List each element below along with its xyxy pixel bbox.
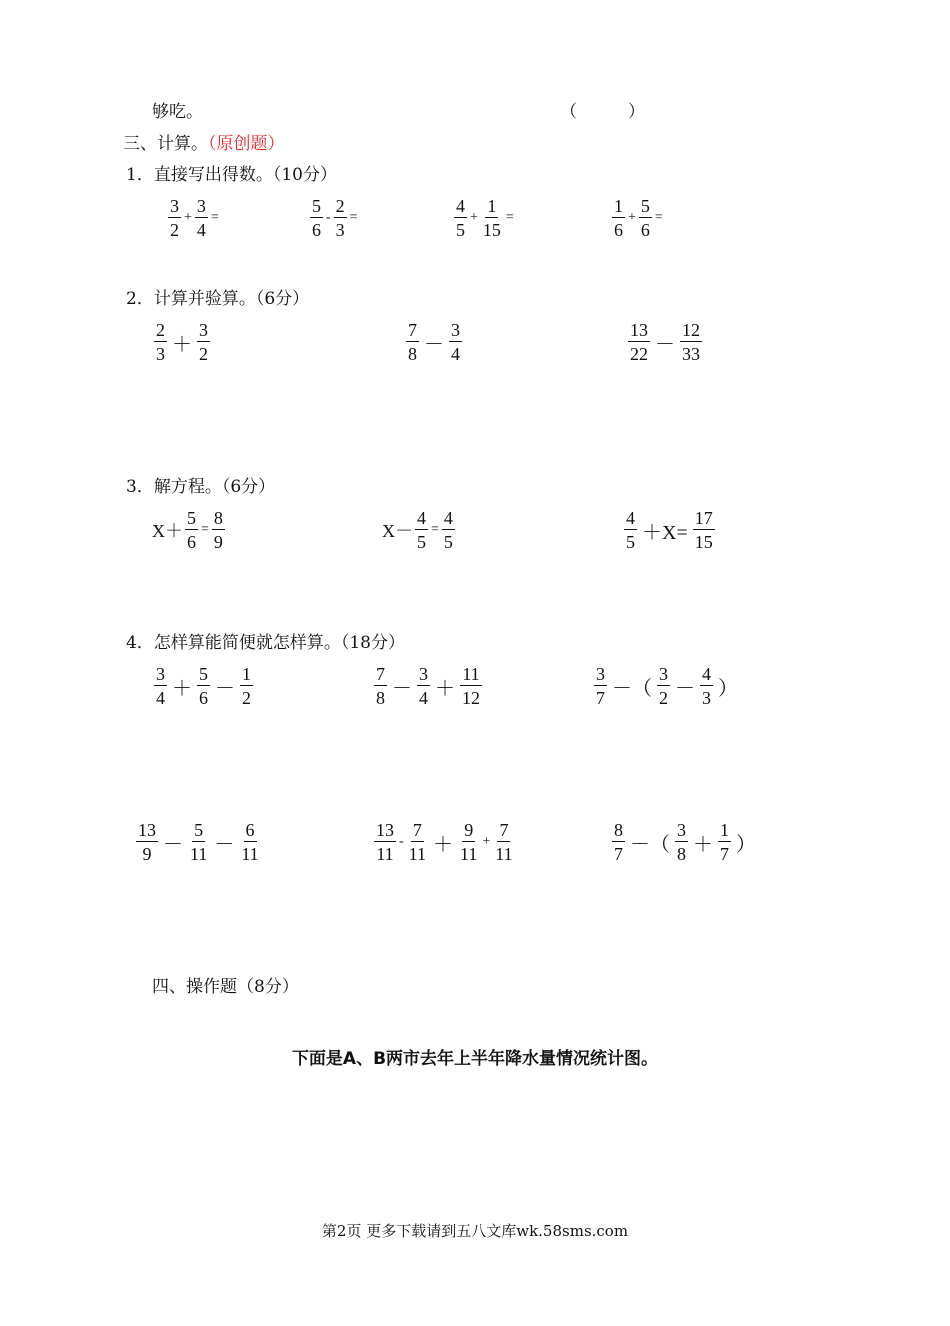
numerator: 5 [194, 820, 204, 840]
fraction [406, 321, 419, 363]
q1-item-2 [308, 197, 359, 239]
denominator: 2 [170, 220, 179, 240]
fraction [197, 665, 210, 707]
fraction [185, 509, 198, 551]
operator: + [482, 834, 491, 849]
fraction [168, 197, 181, 239]
denominator: 6 [187, 532, 196, 552]
denominator: 6 [614, 220, 623, 240]
fraction [442, 509, 455, 551]
q1-item-4 [610, 197, 664, 239]
denominator: 3 [156, 344, 165, 364]
numerator: 11 [462, 664, 480, 684]
denominator: 4 [451, 344, 460, 364]
q2-item-2 [404, 321, 464, 363]
operator: － [424, 333, 444, 356]
operator: + [184, 210, 192, 225]
operator: ＋ [172, 677, 192, 700]
numerator: 8 [614, 820, 623, 840]
operator: － [214, 833, 235, 856]
section3-heading [123, 133, 285, 155]
fraction [334, 197, 347, 239]
fraction [154, 665, 167, 707]
denominator: 22 [630, 344, 648, 364]
operator: - [399, 834, 404, 849]
numerator: 6 [245, 820, 255, 840]
denominator: 4 [156, 688, 165, 708]
expr-tail: = [505, 210, 514, 225]
fraction [374, 821, 396, 863]
numerator: 3 [451, 320, 460, 340]
q4-item-6 [610, 821, 759, 863]
expr-tail: ） [718, 677, 738, 700]
denominator: 5 [417, 532, 426, 552]
numerator: 13 [630, 320, 648, 340]
operator: － [675, 677, 695, 700]
q4-item-5 [372, 821, 517, 863]
denominator: 4 [196, 220, 206, 240]
operator: －（ [612, 677, 652, 700]
q3-item-3 [622, 509, 717, 551]
fraction [154, 321, 167, 363]
section4-heading: 四、操作题（8分） [152, 977, 299, 997]
original-problem-tag: （原创题） [208, 134, 285, 154]
q3-title: 3．解方程。（6分） [126, 477, 276, 497]
operator: = [201, 522, 209, 537]
operator: － [215, 677, 235, 700]
denominator: 6 [640, 220, 650, 240]
operator: ＋ [172, 333, 192, 356]
numerator: 7 [376, 664, 385, 684]
numerator: 5 [199, 664, 208, 684]
numerator: 4 [702, 664, 711, 684]
numerator: 4 [443, 508, 453, 528]
denominator: 5 [443, 532, 453, 552]
fraction [458, 821, 479, 863]
denominator: 9 [213, 532, 223, 552]
fraction [136, 821, 158, 863]
section3-title: 三、计算。 [123, 134, 208, 154]
numerator: 3 [199, 320, 208, 340]
numerator: 3 [596, 664, 605, 684]
denominator: 6 [199, 688, 208, 708]
fraction [197, 321, 210, 363]
numerator: 1 [720, 820, 729, 840]
denominator: 8 [376, 688, 385, 708]
fraction [594, 665, 607, 707]
expr-lead: X＋ [152, 521, 183, 541]
numerator: 1 [487, 196, 497, 216]
denominator: 2 [242, 688, 251, 708]
q2-title: 2．计算并验算。（6分） [126, 289, 310, 309]
fraction [657, 665, 670, 707]
page-footer: 第2页 更多下载请到五八文库wk.58sms.com [321, 1222, 629, 1240]
denominator: 5 [456, 220, 465, 240]
denominator: 15 [482, 220, 501, 240]
denominator: 8 [408, 344, 417, 364]
numerator: 3 [659, 664, 668, 684]
numerator: 7 [412, 820, 422, 840]
q4-item-4 [134, 821, 263, 863]
denominator: 11 [190, 844, 208, 864]
fraction [449, 321, 462, 363]
expr-tail: ） [736, 833, 756, 856]
denominator: 11 [241, 844, 259, 864]
expr-tail: = [654, 210, 663, 225]
denominator: 6 [312, 220, 321, 240]
q2-item-1 [152, 321, 212, 363]
numerator: 5 [312, 196, 321, 216]
denominator: 11 [376, 844, 394, 864]
fraction [310, 197, 323, 239]
numerator: 3 [156, 664, 165, 684]
fraction [212, 509, 225, 551]
continued-text: 够吃。 [152, 102, 203, 122]
fraction [188, 821, 209, 863]
numerator: 4 [626, 508, 635, 528]
fraction [612, 197, 625, 239]
q1-item-3 [452, 197, 515, 239]
denominator: 7 [720, 844, 729, 864]
expr-lead: X－ [382, 521, 413, 541]
denominator: 12 [462, 688, 480, 708]
denominator: 33 [682, 344, 700, 364]
expr-tail: = [210, 210, 219, 225]
fraction [493, 821, 514, 863]
denominator: 4 [419, 688, 428, 708]
q4-title: 4．怎样算能简便就怎样算。（18分） [126, 633, 405, 653]
denominator: 11 [495, 844, 513, 864]
fraction [624, 509, 637, 551]
numerator: 5 [187, 508, 196, 528]
expr-tail: = [349, 210, 358, 225]
numerator: 7 [408, 320, 417, 340]
numerator: 13 [376, 820, 394, 840]
fraction [700, 665, 713, 707]
numerator: 2 [156, 320, 165, 340]
fraction [628, 321, 650, 363]
denominator: 7 [614, 844, 623, 864]
fraction [639, 197, 652, 239]
q4-item-1 [152, 665, 255, 707]
numerator: 4 [456, 196, 465, 216]
numerator: 1 [614, 196, 623, 216]
operator: = [431, 522, 439, 537]
q4-item-3 [592, 665, 741, 707]
operator: ＋ [433, 833, 454, 856]
fraction [417, 665, 430, 707]
fraction [374, 665, 387, 707]
operator: ＋ [435, 677, 455, 700]
fraction [240, 665, 253, 707]
numerator: 17 [694, 508, 713, 528]
fraction [239, 821, 260, 863]
fraction [612, 821, 625, 863]
q3-item-1 [152, 509, 227, 551]
numerator: 3 [677, 820, 686, 840]
operator: + [470, 210, 478, 225]
denominator: 11 [408, 844, 427, 864]
operator: ＋X= [642, 521, 688, 544]
numerator: 3 [196, 196, 206, 216]
fraction [718, 821, 731, 863]
fraction [195, 197, 208, 239]
q1-item-1 [166, 197, 220, 239]
operator: －（ [630, 833, 670, 856]
denominator: 11 [460, 844, 478, 864]
operator: － [655, 333, 675, 356]
fraction [693, 509, 715, 551]
fraction [415, 509, 428, 551]
denominator: 7 [596, 688, 605, 708]
denominator: 8 [677, 844, 686, 864]
denominator: 3 [335, 220, 345, 240]
fraction [481, 197, 503, 239]
numerator: 8 [213, 508, 223, 528]
operator: - [326, 210, 331, 225]
q3-item-2 [382, 509, 457, 551]
numerator: 13 [138, 820, 156, 840]
denominator: 15 [694, 532, 713, 552]
q2-item-3 [626, 321, 704, 363]
numerator: 12 [682, 320, 700, 340]
numerator: 9 [464, 820, 474, 840]
numerator: 3 [419, 664, 428, 684]
operator: + [628, 210, 636, 225]
chart-caption: 下面是A、B两市去年上半年降水量情况统计图。 [291, 1049, 659, 1069]
denominator: 3 [702, 688, 711, 708]
numerator: 1 [242, 664, 251, 684]
denominator: 2 [659, 688, 668, 708]
operator: － [392, 677, 412, 700]
operator: ＋ [693, 833, 713, 856]
denominator: 9 [142, 844, 152, 864]
fraction [407, 821, 428, 863]
denominator: 5 [626, 532, 635, 552]
operator: － [163, 833, 183, 856]
denominator: 2 [199, 344, 208, 364]
answer-parentheses: （ ） [560, 102, 645, 122]
numerator: 4 [417, 508, 426, 528]
fraction [454, 197, 467, 239]
fraction [680, 321, 702, 363]
numerator: 2 [335, 196, 345, 216]
fraction [675, 821, 688, 863]
numerator: 7 [499, 820, 509, 840]
q1-title: 1．直接写出得数。（10分） [126, 165, 337, 185]
numerator: 3 [170, 196, 179, 216]
q4-item-2 [372, 665, 484, 707]
fraction [460, 665, 482, 707]
numerator: 5 [640, 196, 650, 216]
